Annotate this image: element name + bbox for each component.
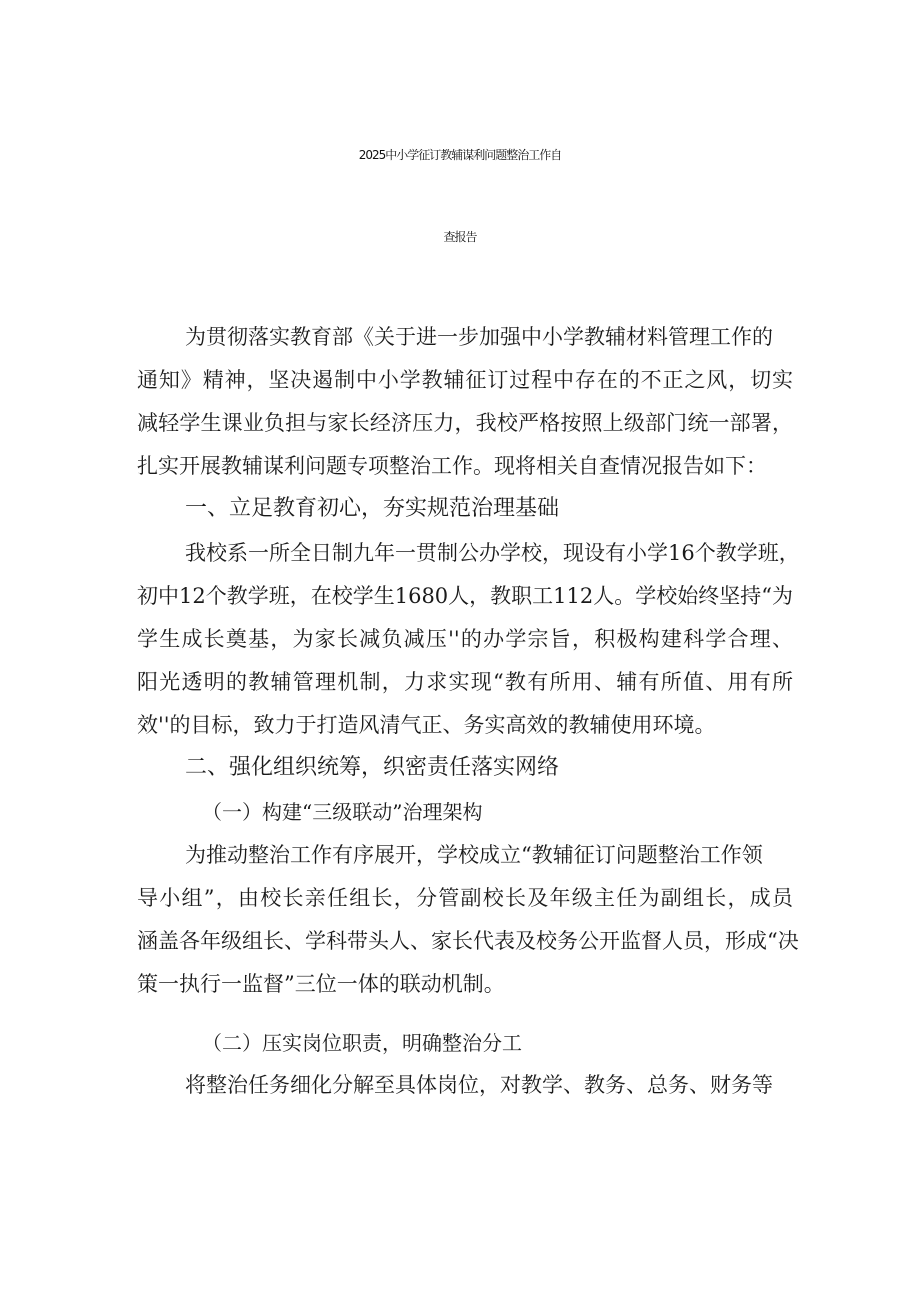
subsection-1-line-1: 为推动整治工作有序展开，学校成立“教辅征订问题整治工作领 [185,843,763,867]
intro-line-2: 通知》精神，坚决遏制中小学教辅征订过程中存在的不正之风，切实 [137,368,793,392]
intro-line-1: 为贯彻落实教育部《关于进一步加强中小学教辅材料管理工作的 [185,325,773,349]
section-1-line-4: 阳光透明的教辅管理机制，力求实现“教有所用、辅有所值、用有所 [137,670,793,694]
section-1-heading: 一、立足教育初心，夯实规范治理基础 [185,496,560,521]
section-1-line-5: 效''的目标，致力于打造风清气正、务实高效的教辅使用环境。 [137,713,716,737]
section-2-heading: 二、强化组织统筹，织密责任落实网络 [185,755,560,780]
document-title-line-1: 2025中小学征订教辅谋利问题整治工作自 [358,148,562,162]
intro-line-4: 扎实开展教辅谋利问题专项整治工作。现将相关自查情况报告如下： [137,454,767,478]
section-1-line-1: 我校系一所全日制九年一贯制公办学校，现设有小学16个教学班， [185,541,800,565]
document-title-line-2: 查报告 [443,230,477,244]
subsection-2-heading: （二）压实岗位职责，明确整治分工 [202,1031,522,1055]
intro-line-3: 减轻学生课业负担与家长经济压力，我校严格按照上级部门统一部署， [137,411,793,435]
subsection-1-line-3: 涵盖各年级组长、学科带头人、家长代表及校务公开监督人员，形成“决 [137,929,799,953]
subsection-1-line-4: 策一执行一监督”三位一体的联动机制。 [137,972,505,996]
subsection-2-line-1: 将整治任务细化分解至具体岗位，对教学、教务、总务、财务等 [185,1073,773,1097]
subsection-1-line-2: 导小组”，由校长亲任组长，分管副校长及年级主任为副组长，成员 [137,886,793,910]
section-1-line-2: 初中12个教学班，在校学生1680人，教职工112人。学校始终坚持“为 [137,584,793,608]
subsection-1-heading: （一）构建“三级联动”治理架构 [202,800,483,824]
section-1-line-3: 学生成长奠基，为家长减负减压''的办学宗旨，积极构建科学合理、 [137,627,793,651]
